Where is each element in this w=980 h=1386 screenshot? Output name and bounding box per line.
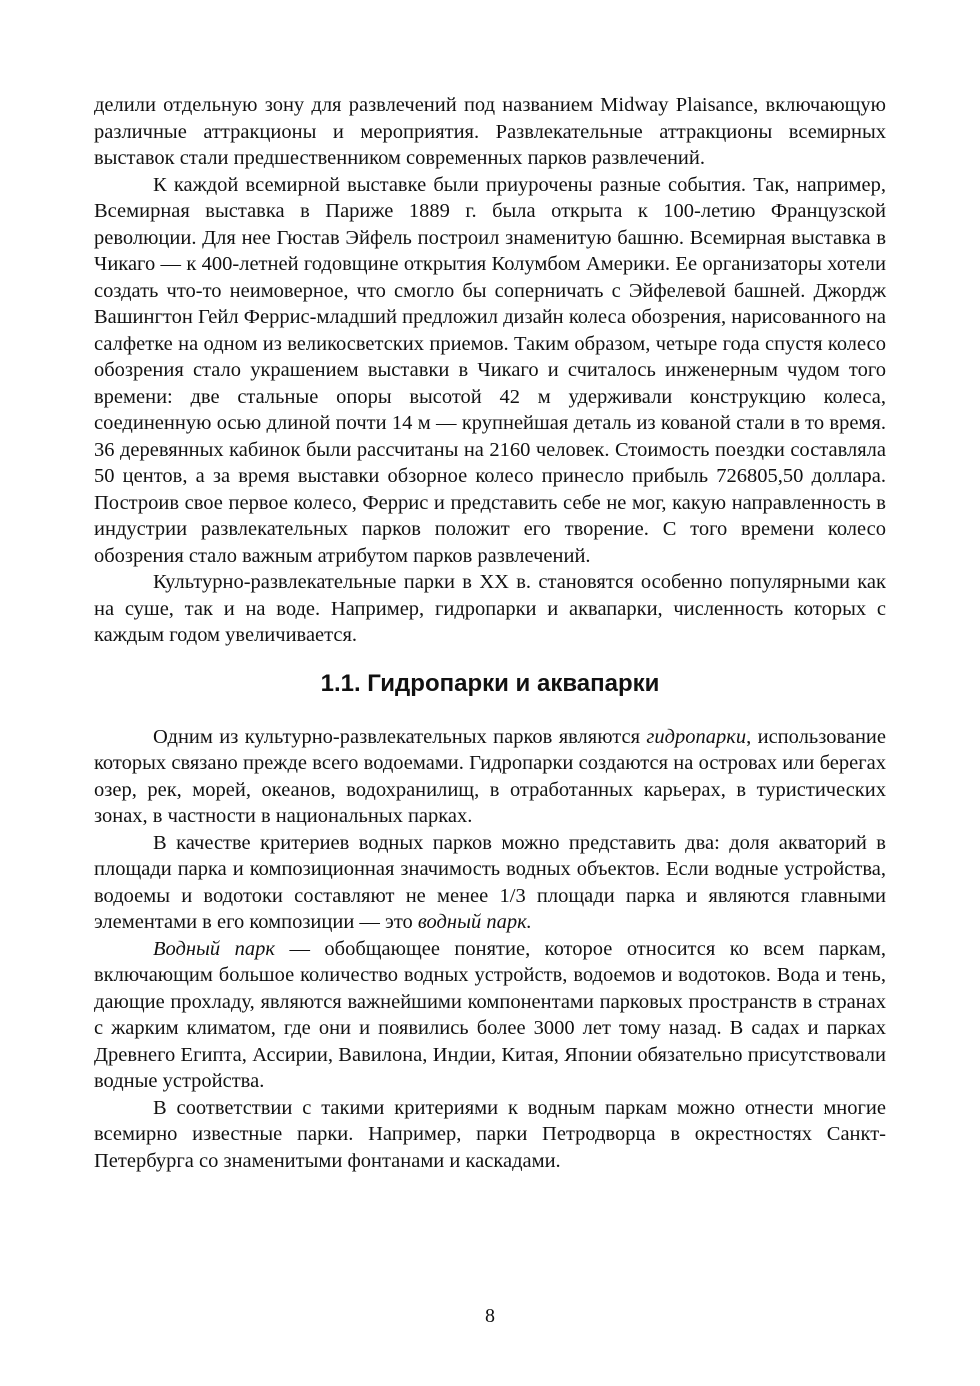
paragraph-hydroparks: [94, 724, 886, 830]
paragraph-criteria: [94, 830, 886, 936]
page-number: 8: [485, 1305, 495, 1327]
paragraph-water-park-definition: [94, 936, 886, 1095]
section-heading: 1.1. Гидропарки и аквапарки: [320, 669, 660, 697]
paragraph-petrodvorets: В соответствии с такими критериями к водным паркам можно отнести многие всемирно известные парки. Например, парки Петродворца в окрестностях Санкт-Петербурга со знаменитыми фонтанами и каскадами.: [94, 1096, 886, 1172]
paragraph-world-exhibitions: К каждой всемирной выставке были приурочены разные события. Так, например, Всемирная выставка в Париже 1889 г. была открыта к 100-летию Французской революции. Для нее Гюстав Эйфель построил знаменитую башню. Всемирная выставка в Чикаго — к 400-летней годовщине открытия Колумбом Америки. Ее организаторы хотели создать что-то неимоверное, что смогло бы соперничать с Эйфелевой башней. Джордж Вашингтон Гейл Феррис-младший предложил дизайн колеса обозрения, нарисованного на салфетке на одном из великосветских приемов. Таким образом, четыре года спустя колесо обозрения стало украшением выставки в Чикаго и считалось инженерным чудом того времени: две стальные опоры высотой 42 м удерживали конструкцию колеса, соединенную осью длиной почти 14 м — крупнейшая деталь из кованой стали в то время. 36 деревянных кабинок были рассчитаны на 2160 человек. Стоимость поездки составляла 50 центов, а за время выставки обзорное колесо принесло прибыль 726805,50 доллара. Построив свое первое колесо, Феррис и представить себе не мог, какую направленность в индустрии развлекательных парков положит его творение. С того времени колесо обозрения стало важным атрибутом парков развлечений.: [94, 173, 886, 567]
term-water-park-definition: Водный парк: [153, 937, 275, 960]
paragraph-water-park-definition-rest: — обобщающее понятие, которое относится ко всем паркам, включающим большое количество водных устройств, водоемов и водотоков. Вода и тень, дающие прохладу, являются важнейшими компонентами парковых пространств в странах с жарким климатом, где они и появились более 3000 лет тому назад. В садах и парках Древнего Египта, Ассирии, Вавилона, Индии, Китая, Японии обязательно присутствовали водные устройства.: [94, 937, 886, 1092]
term-hydroparks: гидропарки: [646, 725, 747, 748]
paragraph-criteria-lead: В качестве критериев водных парков можно представить два: доля акваторий в площади парка и композиционная значимость водных объектов. Если водные устройства, водоемы и водотоки составляют не менее 1/3 площади парка и являются главными элементами в его композиции — это: [94, 831, 886, 933]
paragraph-midway-plaisance: делили отдельную зону для развлечений под названием Midway Plaisance, включающую различные аттракционы и мероприятия. Развлекательные аттракционы всемирных выставок стали предшественником современных парков развлечений.: [94, 94, 886, 169]
paragraph-20th-century-parks: Культурно-развлекательные парки в XX в. становятся особенно популярными как на суше, так и на воде. Например, гидропарки и аквапарки, численность которых с каждым годом увеличивается.: [94, 571, 886, 646]
paragraph-hydroparks-rest: , использование которых связано прежде всего водоемами. Гидропарки создаются на островах или берегах озер, рек, морей, океанов, водохранилищ, в отработанных карьерах, в туристических зонах, в частности в национальных парках.: [94, 725, 886, 827]
paragraph-hydroparks-lead: Одним из культурно-развлекательных парков являются: [153, 725, 647, 748]
term-water-park: водный парк.: [417, 911, 532, 933]
page-body: [94, 92, 886, 1174]
